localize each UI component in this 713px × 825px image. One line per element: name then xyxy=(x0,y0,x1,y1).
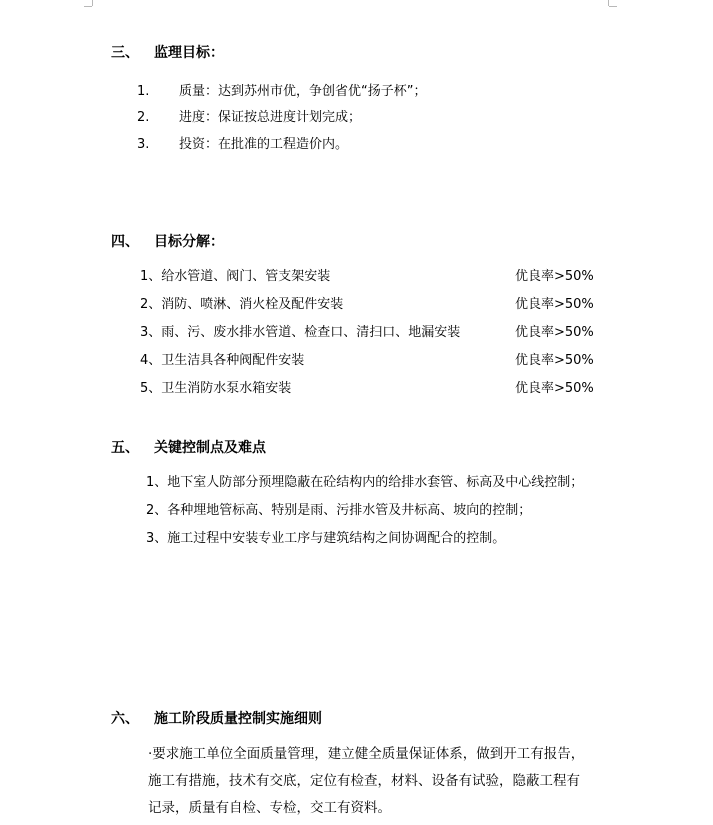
section3-item-1-index: 1. xyxy=(137,84,150,99)
goal-row-1 xyxy=(140,265,600,284)
section3-number: 三、 xyxy=(111,45,139,61)
goal-row-5-text: 5、卫生消防水泵水箱安装 xyxy=(140,381,292,396)
section3-item-2 xyxy=(137,106,361,125)
section3-item-3 xyxy=(137,133,348,152)
goal-row-5-rate: 优良率>50% xyxy=(515,381,594,396)
section6-paragraph-line-3: 记录，质量有自检、专检，交工有资料。 xyxy=(148,800,391,816)
goal-row-2-rate: 优良率>50% xyxy=(515,297,594,312)
section3-title: 监理目标： xyxy=(154,45,224,61)
section5-heading xyxy=(111,437,266,457)
goal-row-4-text: 4、卫生洁具各种阀配件安装 xyxy=(140,353,305,368)
goal-row-1-text: 1、给水管道、阀门、管支架安装 xyxy=(140,269,331,284)
goal-row-2 xyxy=(140,293,600,312)
goal-row-4 xyxy=(140,349,600,368)
section3-item-1 xyxy=(137,80,426,99)
crop-mark-top-left-h xyxy=(84,6,92,7)
section3-item-3-text: 投资：在批准的工程造价内。 xyxy=(179,137,349,152)
section5-item-2: 2、各种埋地管标高、特别是雨、污排水管及井标高、坡向的控制； xyxy=(146,503,532,518)
goal-row-3-text: 3、雨、污、废水排水管道、检查口、清扫口、地漏安装 xyxy=(140,325,461,340)
section6-title: 施工阶段质量控制实施细则 xyxy=(154,711,322,727)
section3-item-2-index: 2. xyxy=(137,110,150,125)
goal-row-4-rate: 优良率>50% xyxy=(515,353,594,368)
goal-row-1-rate: 优良率>50% xyxy=(515,269,594,284)
section6-number: 六、 xyxy=(111,711,139,727)
goal-row-2-text: 2、消防、喷淋、消火栓及配件安装 xyxy=(140,297,344,312)
section3-item-2-text: 进度：保证按总进度计划完成； xyxy=(179,110,362,125)
section5-item-3: 3、施工过程中安装专业工序与建筑结构之间协调配合的控制。 xyxy=(146,531,506,546)
section5-title: 关键控制点及难点 xyxy=(154,440,266,456)
section3-heading xyxy=(111,42,224,62)
section6-paragraph-line-2: 施工有措施，技术有交底，定位有检查，材料、设备有试验，隐蔽工程有 xyxy=(148,773,580,789)
section3-item-3-index: 3. xyxy=(137,137,150,152)
goal-row-5 xyxy=(140,377,600,396)
goal-row-3 xyxy=(140,321,600,340)
crop-mark-top-right-h xyxy=(609,6,617,7)
section4-number: 四、 xyxy=(111,234,139,250)
section6-paragraph-line-1: ·要求施工单位全面质量管理，建立健全质量保证体系，做到开工有报告， xyxy=(148,746,585,762)
goal-row-3-rate: 优良率>50% xyxy=(515,325,594,340)
section5-item-1: 1、地下室人防部分预埋隐蔽在砼结构内的给排水套管、标高及中心线控制； xyxy=(146,475,584,490)
crop-mark-top-left xyxy=(92,0,93,6)
section4-title: 目标分解： xyxy=(154,234,224,250)
section4-heading xyxy=(111,231,224,251)
section5-number: 五、 xyxy=(111,440,139,456)
section3-item-1-text: 质量：达到苏州市优，争创省优“扬子杯”； xyxy=(179,84,427,99)
section6-heading xyxy=(111,708,322,728)
